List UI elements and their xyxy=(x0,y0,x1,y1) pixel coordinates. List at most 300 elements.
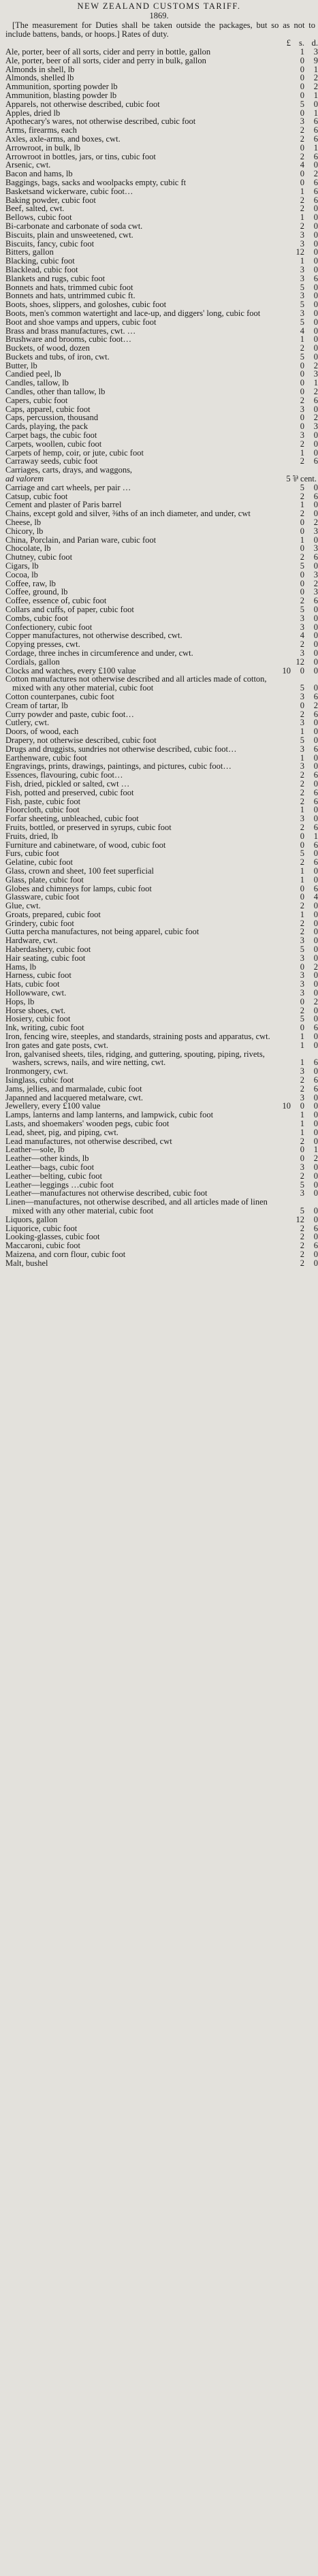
duty-pence: 3 xyxy=(313,47,318,57)
duty-pounds xyxy=(276,640,291,649)
entry-duty xyxy=(276,431,318,440)
duty-pounds xyxy=(276,449,291,458)
entry-duty xyxy=(276,500,318,509)
duty-shillings: 0 xyxy=(300,387,304,397)
duty-shillings: 1 xyxy=(300,186,304,196)
duty-shillings: 1 xyxy=(300,1058,304,1068)
duty-shillings: 2 xyxy=(300,927,304,937)
duty-pounds xyxy=(276,1215,291,1224)
duty-pounds xyxy=(276,1163,291,1172)
entry-description: Combs, cubic foot xyxy=(5,613,69,623)
tariff-entry xyxy=(5,144,318,153)
tariff-entry xyxy=(5,876,318,885)
duty-pounds xyxy=(276,945,291,954)
duty-pounds xyxy=(276,327,291,336)
duty-pence: 0 xyxy=(313,848,318,859)
entry-duty xyxy=(276,797,318,806)
duty-pence: 0 xyxy=(313,256,318,266)
entry-duty xyxy=(276,849,318,858)
entry-description: Furniture and cabinetware, of wood, cubic foot xyxy=(5,840,166,850)
duty-pounds xyxy=(276,222,291,231)
tariff-entry xyxy=(5,814,318,823)
tariff-entry xyxy=(5,832,318,841)
duty-shillings: 2 xyxy=(300,1171,304,1181)
entry-duty xyxy=(276,353,318,362)
duty-pounds xyxy=(276,885,291,893)
tariff-entry xyxy=(5,431,318,440)
entry-description: Hair seating, cubic foot xyxy=(5,953,86,963)
duty-shillings: 3 xyxy=(300,970,304,981)
duty-pence: 0 xyxy=(313,752,318,763)
entry-duty xyxy=(276,117,318,126)
tariff-entry xyxy=(5,693,318,701)
duty-shillings: 3 xyxy=(300,1066,304,1077)
duty-pounds: 10 xyxy=(282,665,291,675)
entry-description: Basketsand wickerware, cubic foot… xyxy=(5,186,133,196)
duty-shillings: 1 xyxy=(300,865,304,876)
duty-pence: 6 xyxy=(313,1075,318,1085)
duty-pounds xyxy=(276,109,291,118)
duty-pence: 0 xyxy=(313,1101,318,1111)
entry-description: Hops, lb xyxy=(5,996,35,1006)
entry-duty xyxy=(276,1032,318,1041)
duty-pounds xyxy=(276,718,291,727)
entry-description: Gutta percha manufactures, not being apparel, cubic foot xyxy=(5,927,200,937)
duty-pounds xyxy=(276,605,291,614)
entry-description: Brushware and brooms, cubic foot… xyxy=(5,334,132,345)
duty-pence: 0 xyxy=(313,229,318,240)
entry-description: Catsup, cubic foot xyxy=(5,491,68,501)
duty-shillings: 0 xyxy=(300,569,304,579)
entry-description: Ale, porter, beer of all sorts, cider and perry in bulk, gallon xyxy=(5,55,206,65)
entry-duty xyxy=(276,814,318,823)
duty-shillings: 0 xyxy=(300,142,304,153)
entry-description: Coffee, ground, lb xyxy=(5,587,68,597)
duty-pounds xyxy=(276,727,291,736)
duty-pence: 6 xyxy=(313,116,318,127)
entry-description: Hardware, cwt. xyxy=(5,936,58,946)
duty-pounds xyxy=(276,1023,291,1032)
duty-shillings: 2 xyxy=(300,770,304,780)
duty-shillings: 0 xyxy=(300,883,304,893)
entry-duty xyxy=(276,422,318,431)
duty-shillings: 1 xyxy=(300,1119,304,1129)
entry-description: Coffee, essence of, cubic foot xyxy=(5,596,107,606)
tariff-entry xyxy=(5,789,318,797)
duty-pounds xyxy=(276,867,291,876)
entry-duty xyxy=(276,440,318,449)
entry-description: Drapery, not otherwise described, cubic foot xyxy=(5,735,157,745)
duty-pence: 6 xyxy=(313,883,318,893)
tariff-entry xyxy=(5,536,318,545)
entry-duty xyxy=(276,806,318,814)
entry-duty xyxy=(276,204,318,213)
duty-pence: 9 xyxy=(313,55,318,65)
tariff-entry xyxy=(5,649,318,658)
duty-shillings: 0 xyxy=(300,73,304,83)
duty-pence: 6 xyxy=(313,195,318,205)
entry-duty xyxy=(276,196,318,205)
duty-pence: 6 xyxy=(313,133,318,144)
tariff-entry xyxy=(5,1076,318,1085)
duty-shillings: 3 xyxy=(300,404,304,414)
shillings-heading: s. xyxy=(299,38,304,48)
entry-description: Fruits, dried, lb xyxy=(5,831,59,841)
duty-shillings: 5 xyxy=(300,317,304,327)
entry-duty xyxy=(276,640,318,649)
entry-description: Collars and cuffs, of paper, cubic foot xyxy=(5,605,134,614)
tariff-entry xyxy=(5,1163,318,1172)
entry-description: Bitters, gallon xyxy=(5,247,54,257)
duty-pence: 0 xyxy=(313,247,318,257)
duty-pounds xyxy=(276,1067,291,1076)
duty-pence: 6 xyxy=(313,491,318,501)
entry-duty xyxy=(276,344,318,353)
duty-pounds xyxy=(276,649,291,658)
entry-description: Brass and brass manufactures, cwt. … xyxy=(5,325,136,336)
entry-description: Cheese, lb xyxy=(5,518,42,528)
duty-shillings: 3 xyxy=(300,430,304,441)
duty-pence: 0 xyxy=(313,683,318,693)
duty-pence: 0 xyxy=(313,927,318,937)
duty-shillings: 2 xyxy=(300,1136,304,1146)
duty-pounds xyxy=(276,963,291,972)
entry-duty xyxy=(276,161,318,170)
duty-pounds xyxy=(276,1058,291,1067)
entry-description: Groats, prepared, cubic foot xyxy=(5,909,101,919)
duty-pence: 0 xyxy=(313,447,318,458)
entry-duty xyxy=(276,248,318,257)
duty-pounds xyxy=(276,858,291,867)
entry-duty xyxy=(276,257,318,266)
tariff-entry xyxy=(5,1198,318,1215)
entry-duty xyxy=(276,658,318,667)
entry-description: Ammunition, sporting powder lb xyxy=(5,82,118,92)
entry-description: Carpet bags, the cubic foot xyxy=(5,430,97,441)
duty-pence: 2 xyxy=(313,578,318,588)
duty-pence: 0 xyxy=(313,1032,318,1042)
duty-pence: 0 xyxy=(313,1005,318,1015)
entry-duty xyxy=(276,335,318,344)
entry-description: Bonnets and hats, untrimmed cubic ft. xyxy=(5,291,136,301)
duty-pounds xyxy=(276,422,291,431)
duty-pounds xyxy=(276,658,291,667)
duty-shillings: 2 xyxy=(300,343,304,353)
entry-duty xyxy=(276,1006,318,1015)
duty-pounds xyxy=(276,57,291,65)
tariff-entry xyxy=(5,614,318,623)
duty-pounds xyxy=(276,1224,291,1233)
entry-description: Cigars, lb xyxy=(5,561,39,571)
duty-pounds xyxy=(276,100,291,109)
duty-pence: 6 xyxy=(313,1241,318,1251)
entry-description: Floorcloth, cubic foot xyxy=(5,805,80,815)
entry-duty xyxy=(276,727,318,736)
entry-description: Biscuits, fancy, cubic foot xyxy=(5,238,95,249)
entry-duty xyxy=(276,667,318,675)
duty-shillings: 1 xyxy=(300,1040,304,1050)
entry-description: Arrowroot in bottles, jars, or tins, cubic foot xyxy=(5,151,156,161)
pence-heading: d. xyxy=(311,38,318,48)
tariff-entry xyxy=(5,1259,318,1268)
entry-duty xyxy=(276,1023,318,1032)
duty-pounds xyxy=(276,1207,291,1215)
duty-shillings: 3 xyxy=(300,273,304,283)
tariff-header xyxy=(5,1,318,48)
entry-duty xyxy=(276,413,318,422)
entry-duty xyxy=(276,518,318,527)
duty-pounds xyxy=(276,980,291,989)
duty-shillings: 1 xyxy=(300,1032,304,1042)
entry-duty xyxy=(276,858,318,867)
entry-description: Blacking, cubic foot xyxy=(5,256,75,266)
duty-pence: 0 xyxy=(313,622,318,632)
duty-shillings: 2 xyxy=(300,395,304,405)
duty-pounds xyxy=(276,405,291,414)
duty-shillings: 2 xyxy=(300,709,304,719)
entry-duty xyxy=(276,1224,318,1233)
entry-duty xyxy=(276,631,318,640)
duty-pounds xyxy=(276,823,291,832)
duty-pence: 0 xyxy=(313,343,318,353)
duty-pence: 3 xyxy=(313,526,318,536)
duty-pounds: 10 xyxy=(282,1101,291,1111)
duty-shillings: 5 xyxy=(300,683,304,693)
duty-pence: 0 xyxy=(313,291,318,301)
entry-duty xyxy=(276,780,318,789)
duty-pence: 0 xyxy=(313,735,318,745)
duty-shillings: 0 xyxy=(300,665,304,675)
duty-pounds xyxy=(276,762,291,771)
duty-shillings: 2 xyxy=(300,778,304,789)
tariff-entry xyxy=(5,91,318,100)
duty-shillings: 0 xyxy=(300,831,304,841)
duty-pounds xyxy=(276,1137,291,1146)
duty-shillings: 0 xyxy=(300,177,304,187)
tariff-entry xyxy=(5,736,318,745)
duty-pounds xyxy=(276,597,291,605)
entry-description: Glass, plate, cubic foot xyxy=(5,874,84,885)
entry-duty xyxy=(276,963,318,972)
duty-pence: 6 xyxy=(313,840,318,850)
duty-shillings: 2 xyxy=(300,151,304,161)
duty-pence: 6 xyxy=(313,596,318,606)
entry-duty xyxy=(276,902,318,910)
entry-duty xyxy=(276,187,318,196)
duty-pounds xyxy=(276,187,291,196)
duty-pence: 0 xyxy=(313,648,318,658)
duty-pounds xyxy=(276,971,291,980)
duty-shillings: 3 xyxy=(300,691,304,701)
duty-shillings: 5 xyxy=(300,1179,304,1190)
duty-pounds xyxy=(276,1154,291,1163)
tariff-entry xyxy=(5,387,318,396)
duty-shillings: 5 xyxy=(300,351,304,362)
tariff-entry xyxy=(5,745,318,754)
duty-pence: 0 xyxy=(313,1258,318,1268)
duty-pence: 0 xyxy=(313,1171,318,1181)
duty-pence: 4 xyxy=(313,892,318,902)
entry-description: Hams, lb xyxy=(5,961,37,972)
duty-shillings: 3 xyxy=(300,744,304,754)
entry-description: Engravings, prints, drawings, paintings, and pictures, cubic foot… xyxy=(5,761,232,772)
duty-shillings: 4 xyxy=(300,631,304,641)
duty-pounds xyxy=(276,274,291,283)
entry-description: Buckets, of wood, dozen xyxy=(5,343,90,353)
duty-pounds xyxy=(276,989,291,998)
entry-description: Cotton counterpanes, cubic foot xyxy=(5,691,114,701)
duty-pence: 0 xyxy=(313,308,318,318)
duty-pence: 0 xyxy=(313,509,318,519)
entry-description: Carpets of hemp, coir, or jute, cubic foot xyxy=(5,447,144,458)
duty-shillings: 0 xyxy=(300,64,304,74)
duty-shillings: 3 xyxy=(300,988,304,998)
duty-pounds xyxy=(276,623,291,632)
duty-shillings: 0 xyxy=(300,108,304,118)
duty-shillings: 5 xyxy=(300,605,304,614)
duty-pence: 0 xyxy=(313,325,318,336)
duty-shillings: 0 xyxy=(300,1023,304,1033)
duty-pounds xyxy=(276,353,291,362)
duty-pounds xyxy=(276,710,291,719)
entry-description: Chicory, lb xyxy=(5,526,44,536)
duty-pence: 0 xyxy=(313,160,318,170)
tariff-entry xyxy=(5,396,318,405)
duty-pence: 0 xyxy=(313,1188,318,1198)
tariff-entry xyxy=(5,1032,318,1041)
duty-shillings: 3 xyxy=(300,718,304,728)
duty-pounds xyxy=(276,832,291,841)
entry-description: Maccaroni, cubic foot xyxy=(5,1241,81,1251)
duty-pence: 3 xyxy=(313,569,318,579)
entry-description: Forfar sheeting, unbleached, cubic foot xyxy=(5,814,139,824)
tariff-entry xyxy=(5,1085,318,1094)
duty-pence: 0 xyxy=(313,718,318,728)
entry-duty xyxy=(276,100,318,109)
entry-duty xyxy=(276,509,318,518)
entry-duty xyxy=(276,1145,318,1154)
entry-duty xyxy=(276,396,318,405)
duty-pounds xyxy=(276,789,291,797)
entry-description: Drugs and druggists, sundries not otherwise described, cubic foot… xyxy=(5,744,237,754)
duty-pounds xyxy=(276,1181,291,1190)
duty-shillings: 0 xyxy=(300,587,304,597)
duty-shillings: 2 xyxy=(300,133,304,144)
duty-shillings: 0 xyxy=(300,55,304,65)
entry-duty xyxy=(276,1128,318,1137)
duty-pounds xyxy=(276,257,291,266)
entry-description: Carriages, carts, drays, and waggons, xyxy=(5,465,133,475)
duty-pence: 0 xyxy=(313,439,318,449)
duty-pence: 2 xyxy=(313,700,318,710)
entry-description: Gelatine, cubic foot xyxy=(5,857,73,868)
duty-pence: 0 xyxy=(313,909,318,919)
tariff-entry xyxy=(5,605,318,614)
entry-description: Candles, other than tallow, lb xyxy=(5,387,106,397)
duty-pence: 3 xyxy=(313,422,318,432)
entry-description: Boot and shoe vamps and uppers, cubic foot xyxy=(5,317,157,327)
entry-description: Ink, writing, cubic foot xyxy=(5,1023,84,1033)
duty-pounds xyxy=(276,544,291,553)
entry-duty xyxy=(276,649,318,658)
duty-pence: 3 xyxy=(313,369,318,379)
duty-pounds xyxy=(276,266,291,274)
entry-description: China, Porclain, and Parian ware, cubic foot xyxy=(5,535,157,545)
duty-shillings: 3 xyxy=(300,238,304,249)
tariff-entry xyxy=(5,100,318,109)
duty-pence: 1 xyxy=(313,378,318,388)
entry-description: Bacon and hams, lb xyxy=(5,169,73,179)
entry-duty xyxy=(276,109,318,118)
duty-shillings: 2 xyxy=(300,195,304,205)
tariff-entry xyxy=(5,153,318,161)
entry-duty xyxy=(276,579,318,588)
entry-description: Liquorice, cubic foot xyxy=(5,1223,78,1233)
entry-duty xyxy=(276,1250,318,1259)
duty-shillings: 0 xyxy=(300,518,304,528)
entry-description: Looking-glasses, cubic foot xyxy=(5,1232,100,1242)
duty-pence: 3 xyxy=(313,543,318,554)
tariff-entry xyxy=(5,518,318,527)
duty-shillings: 3 xyxy=(300,1188,304,1198)
entry-description: Glass, crown and sheet, 100 feet superficial xyxy=(5,865,154,876)
entry-description: Leather—leggings …cubic foot xyxy=(5,1179,114,1190)
duty-pence: 2 xyxy=(313,1154,318,1164)
entry-description: Biscuits, plain and unsweetened, cwt. xyxy=(5,229,133,240)
duty-pounds xyxy=(276,344,291,353)
duty-pounds xyxy=(276,240,291,249)
duty-pounds xyxy=(276,780,291,789)
duty-pounds xyxy=(276,814,291,823)
entry-description: Caps, apparel, cubic foot xyxy=(5,404,91,414)
duty-pence: 6 xyxy=(313,395,318,405)
tariff-entry xyxy=(5,187,318,196)
duty-shillings: 2 xyxy=(300,125,304,136)
entry-duty xyxy=(276,126,318,135)
duty-shillings: 2 xyxy=(300,1005,304,1015)
tariff-entry xyxy=(5,858,318,867)
duty-pounds xyxy=(276,1076,291,1085)
entry-duty xyxy=(276,266,318,274)
duty-shillings: 2 xyxy=(300,918,304,928)
duty-shillings: 0 xyxy=(300,90,304,100)
duty-pence: 2 xyxy=(313,996,318,1006)
duty-shillings: 5 xyxy=(300,99,304,109)
duty-pounds xyxy=(276,998,291,1006)
entry-description: Leather—bags, cubic foot xyxy=(5,1162,95,1172)
duty-shillings: 2 xyxy=(300,639,304,650)
entry-duty xyxy=(276,989,318,998)
duty-shillings: 2 xyxy=(300,822,304,832)
duty-pounds xyxy=(276,527,291,536)
duty-shillings: 0 xyxy=(300,413,304,423)
duty-shillings: 5 xyxy=(300,1014,304,1024)
entry-description: Fruits, bottled, or preserved in syrups, cubic foot xyxy=(5,822,172,832)
duty-pence: 6 xyxy=(313,1083,318,1094)
tariff-entry xyxy=(5,998,318,1006)
duty-pounds xyxy=(276,396,291,405)
duty-pounds xyxy=(276,74,291,82)
tariff-entry xyxy=(5,135,318,144)
entry-description: Baking powder, cubic foot xyxy=(5,195,96,205)
duty-pence: 1 xyxy=(313,64,318,74)
duty-pounds xyxy=(276,1189,291,1198)
entry-description: Carriage and cart wheels, per pair … xyxy=(5,482,131,492)
entry-description: Arrowroot, in bulk, lb xyxy=(5,142,81,153)
duty-shillings: 2 xyxy=(300,857,304,868)
duty-pounds xyxy=(276,213,291,222)
duty-shillings: 3 xyxy=(300,1092,304,1102)
